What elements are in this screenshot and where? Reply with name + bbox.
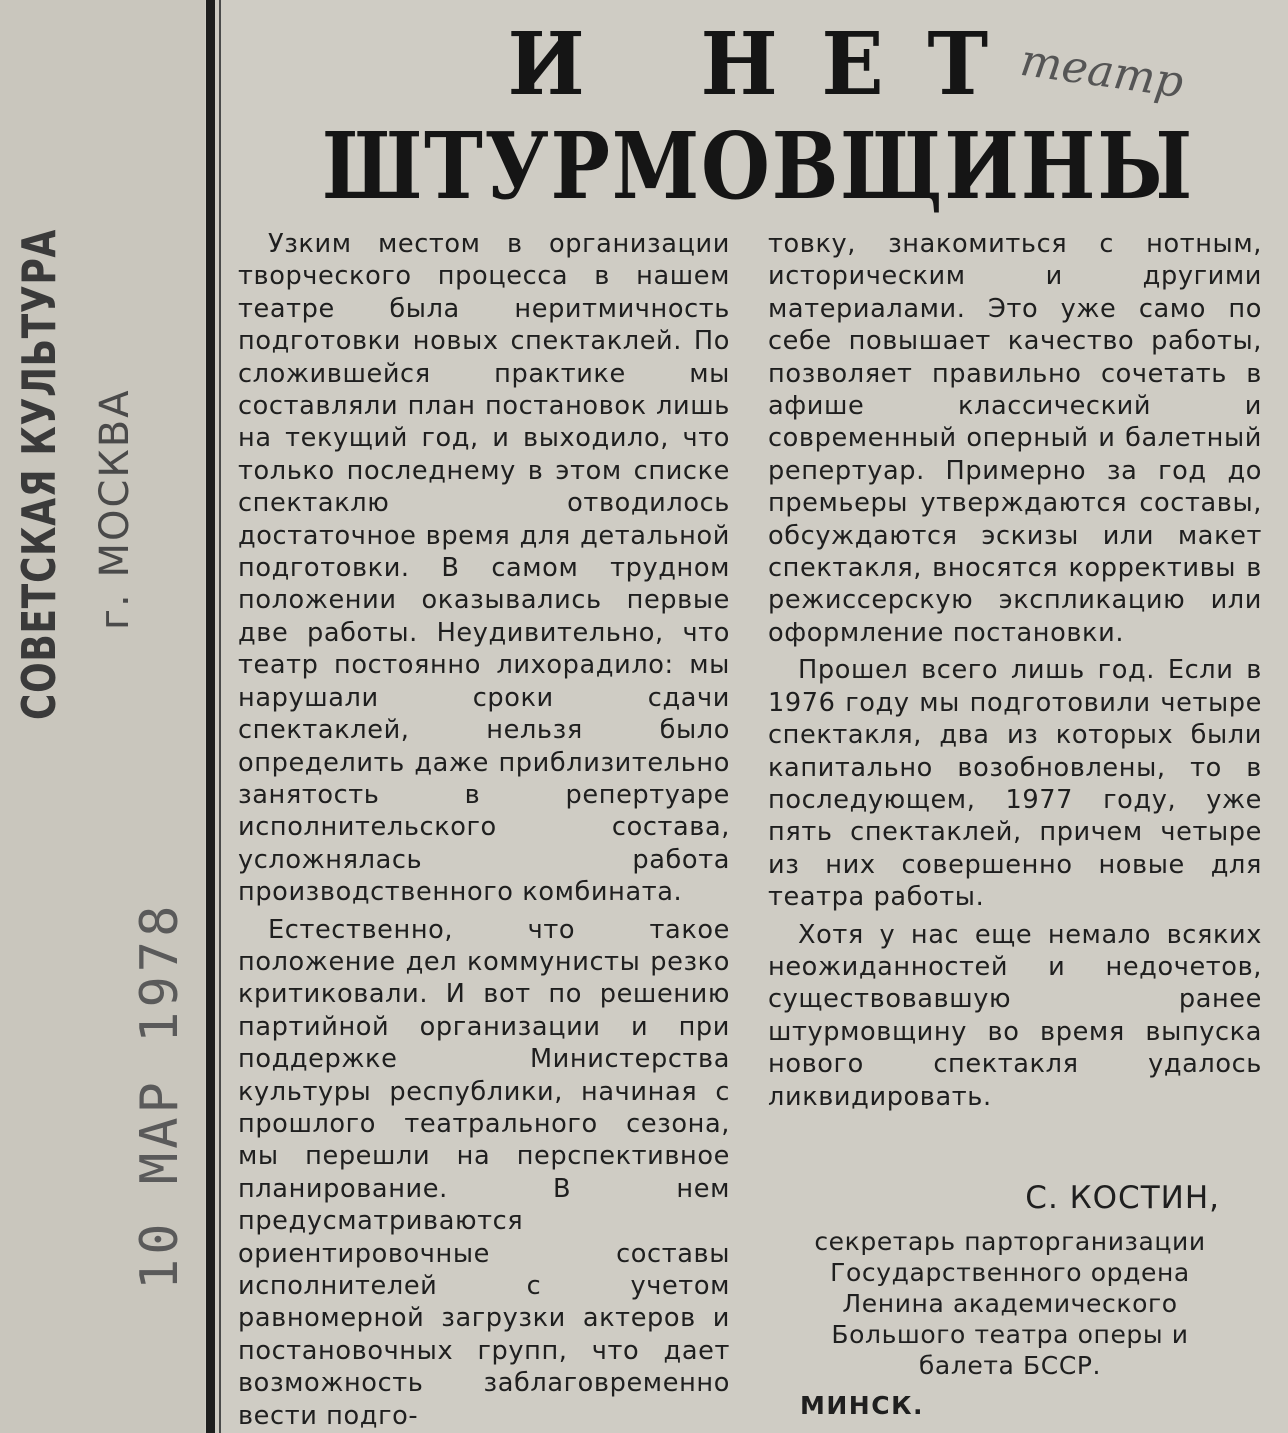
author-signature — [800, 1180, 1220, 1420]
headline-line-2: ШТУРМОВЩИНЫ — [321, 112, 1195, 220]
author-name: С. КОСТИН, — [1025, 1180, 1220, 1216]
newspaper-name-stamp: СОВЕТСКАЯ КУЛЬТУРА — [12, 228, 66, 720]
paragraph: Хотя у нас еще немало всяких неожиданностей и недочетов, существовавшую ранее штурмовщину во время выпуска нового спектакля удалось ликвидировать. — [768, 919, 1262, 1112]
column-divider-thick — [206, 0, 215, 1433]
archive-stamp-strip — [0, 0, 205, 1433]
paragraph: товку, знакомиться с нотным, историческим и другими материалами. Это уже само по себе повышает качество работы, позволяет правильно сочетать в афише классический и современный оперный и балетный репертуар. Примерно за год до премьеры утверждаются составы, обсуждаются эскизы или макет спектакля, вносятся коррективы в режиссерскую экспликацию или оформление постановки. — [768, 229, 1262, 648]
paragraph: Прошел всего лишь год. Если в 1976 году мы подготовили четыре спектакля, два из которых были капитально возобновлены, то в последующем, 1977 году, уже пять спектаклей, причем четыре из них совершенно новые для театра работы. — [768, 655, 1262, 913]
paragraph: Естественно, что такое положение дел коммунисты резко критиковали. И вот по решению партийной организации и при поддержке Министерства культуры республики, начиная с прошлого театрального сезона, мы перешли на перспективное планирование. В нем предусматриваются ориентировочные составы исполнителей с учетом равномерной загрузки актеров и постановочных групп, что дает возможность заблаговременно вести подго- — [238, 914, 730, 1431]
author-city: МИНСК. — [800, 1391, 925, 1420]
article-column-1 — [238, 228, 730, 1432]
author-title: секретарь парторганизации Государственного ордена Ленина академического Большого театра оперы и балета БССР. — [814, 1227, 1206, 1380]
city-stamp: г. МОСКВА — [92, 388, 138, 630]
column-divider-thin — [219, 0, 221, 1433]
handwritten-note: театр — [1017, 34, 1187, 109]
headline-line-1: И НЕТ — [507, 14, 1032, 115]
article-column-2 — [768, 228, 1262, 1113]
date-stamp: 10 МАР 1978 — [130, 901, 190, 1290]
paragraph: Узким местом в организации творческого процесса в нашем театре была неритмичность подготовки новых спектаклей. По сложившейся практике мы составляли план постановок лишь на текущий год, и выходило, что только последнему в этом списке спектаклю отводилось достаточное время для детальной подготовки. В самом трудном положении оказывались первые две работы. Неудивительно, что театр постоянно лихорадило: мы нарушали сроки сдачи спектаклей, нельзя было определить даже приблизительно занятость в репертуаре исполнительского состава, усложнялась работа производственного комбината. — [238, 229, 730, 908]
